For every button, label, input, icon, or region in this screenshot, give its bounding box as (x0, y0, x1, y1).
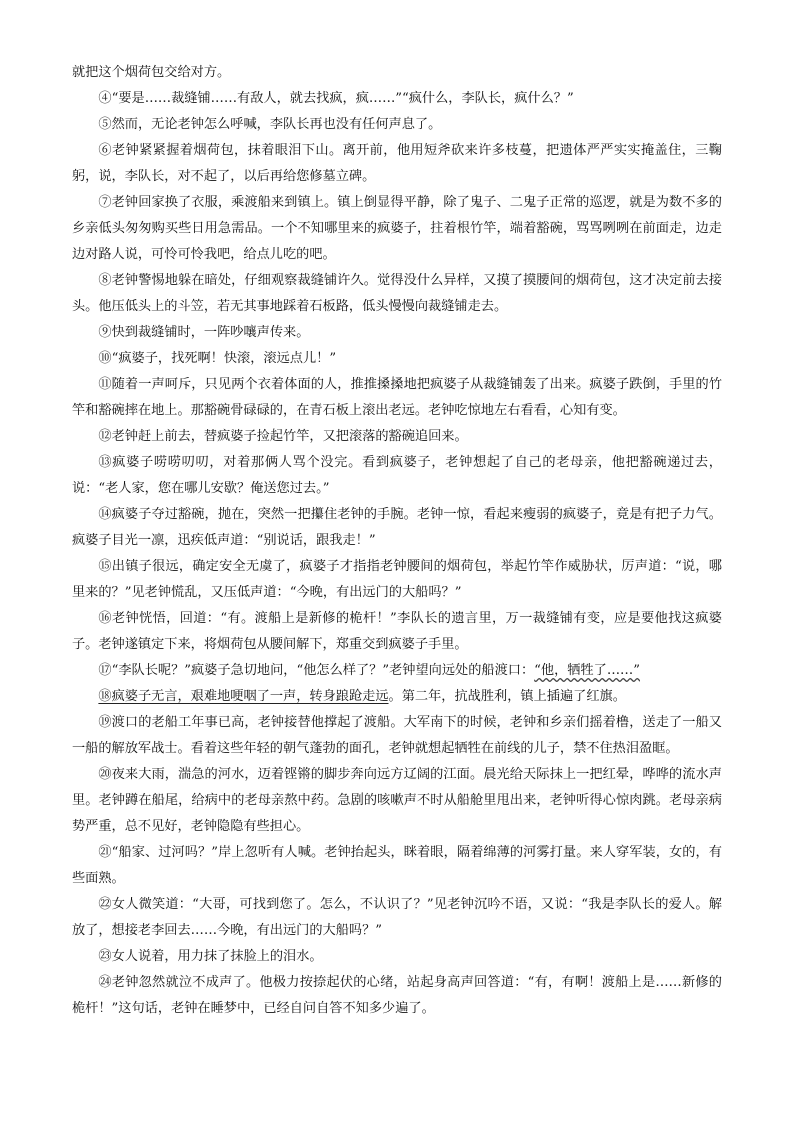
underlined-sentence: ⑱疯婆子无言，艰难地哽咽了一声，转身踉跄走远 (98, 689, 389, 704)
paragraph-24: ㉔老钟忽然就泣不成声了。他极力按捺起伏的心绪，站起身高声回答道：“有，有啊！渡船上是……新修的桅杆！”这句话，老钟在睡梦中，已经自问自答不知多少遍了。 (72, 975, 722, 1016)
paragraph-18-text: 。第二年，抗战胜利，镇上插遍了红旗。 (388, 689, 626, 704)
paragraph-17 (72, 658, 722, 684)
article-body (72, 60, 722, 1022)
paragraph-10: ⑩“疯婆子，找死啊！快滚，滚远点儿！” (98, 351, 337, 366)
paragraph-13: ⑬疯婆子唠唠叨叨，对着那俩人骂个没完。看到疯婆子，老钟想起了自己的老母亲，他把豁碗递过去，说：“老人家，您在哪儿安歇？俺送您过去。” (72, 455, 722, 496)
paragraph-19: ⑲渡口的老船工年事已高，老钟接替他撑起了渡船。大军南下的时候，老钟和乡亲们摇着橹，送走了一船又一船的解放军战士。看着这些年轻的朝气蓬勃的面孔，老钟就想起牺牲在前线的儿子，禁不住热泪盈眶。 (72, 715, 722, 756)
paragraph-22: ㉒女人微笑道：“大哥，可找到您了。怎么，不认识了？”见老钟沉吟不语，又说：“我是李队长的爱人。解放了，想接老李回去……今晚，有出远门的大船吗？” (72, 897, 722, 938)
paragraph-18 (72, 684, 722, 710)
wavy-underlined-quote: “他，牺牲了……” (534, 663, 640, 678)
paragraph-20: ⑳夜来大雨，湍急的河水，迈着铿锵的脚步奔向远方辽阔的江面。晨光给天际抹上一把红晕，哗哗的流水声里。老钟蹲在船尾，给病中的老母亲熬中药。急剧的咳嗽声不时从船舱里甩出来，老钟听得心惊肉跳。老母亲病势严重，总不见好，老钟隐隐有些担心。 (72, 767, 722, 834)
paragraph-17-text: ⑰“李队长呢？”疯婆子急切地问，“他怎么样了？”老钟望向远处的船渡口： (98, 663, 535, 678)
paragraph-6: ⑥老钟紧紧握着烟荷包，抹着眼泪下山。离开前，他用短斧砍来许多枝蔓，把遗体严严实实掩盖住，三鞠躬，说，李队长，对不起了，以后再给您修墓立碑。 (72, 143, 722, 184)
paragraph-5: ⑤然而，无论老钟怎么呼喊，李队长再也没有任何声息了。 (98, 117, 442, 132)
paragraph-12: ⑫老钟赶上前去，替疯婆子捡起竹竿，又把滚落的豁碗追回来。 (98, 429, 468, 444)
paragraph-15: ⑮出镇子很远，确定安全无虞了，疯婆子才指指老钟腰间的烟荷包，举起竹竿作威胁状，厉声道：“说，哪里来的？”见老钟慌乱，又压低声道：“今晚，有出远门的大船吗？” (72, 559, 722, 600)
paragraph-14: ⑭疯婆子夺过豁碗，抛在，突然一把攥住老钟的手腕。老钟一惊，看起来瘦弱的疯婆子，竟是有把子力气。疯婆子目光一凛，迅疾低声道：“别说话，跟我走！” (72, 507, 722, 548)
paragraph-9: ⑨快到裁缝铺时，一阵吵嚷声传来。 (98, 325, 310, 340)
paragraph-continuation: 就把这个烟荷包交给对方。 (72, 65, 231, 80)
paragraph-21: ㉑“船家、过河吗？”岸上忽听有人喊。老钟抬起头，眯着眼，隔着绵薄的河雾打量。来人穿军装，女的，有些面熟。 (72, 845, 722, 886)
paragraph-23: ㉓女人说着，用力抹了抹脸上的泪水。 (98, 949, 323, 964)
paragraph-4: ④“要是……裁缝铺……有敌人，就去找疯，疯……”“疯什么，李队长，疯什么？” (98, 91, 574, 106)
paragraph-8: ⑧老钟警惕地躲在暗处，仔细观察裁缝铺许久。觉得没什么异样，又摸了摸腰间的烟荷包，这才决定前去接头。他压低头上的斗笠，若无其事地踩着石板路，低头慢慢向裁缝铺走去。 (72, 273, 722, 314)
paragraph-16: ⑯老钟恍悟，回道：“有。渡船上是新修的桅杆！”李队长的遗言里，万一裁缝铺有变，应是要他找这疯婆子。老钟遂镇定下来，将烟荷包从腰间解下，郑重交到疯婆子手里。 (72, 611, 722, 652)
paragraph-7: ⑦老钟回家换了衣服，乘渡船来到镇上。镇上倒显得平静，除了鬼子、二鬼子正常的巡逻，就是为数不多的乡亲低头匆匆购买些日用急需品。一个不知哪里来的疯婆子，拄着根竹竿，端着豁碗，骂骂咧咧在前面走，边走边对路人说，可怜可怜我吧，给点儿吃的吧。 (72, 195, 722, 262)
paragraph-11: ⑪随着一声呵斥，只见两个衣着体面的人，推推搡搡地把疯婆子从裁缝铺轰了出来。疯婆子跌倒，手里的竹竿和豁碗摔在地上。那豁碗骨碌碌的，在青石板上滚出老远。老钟吃惊地左右看看，心知有变。 (72, 377, 722, 418)
